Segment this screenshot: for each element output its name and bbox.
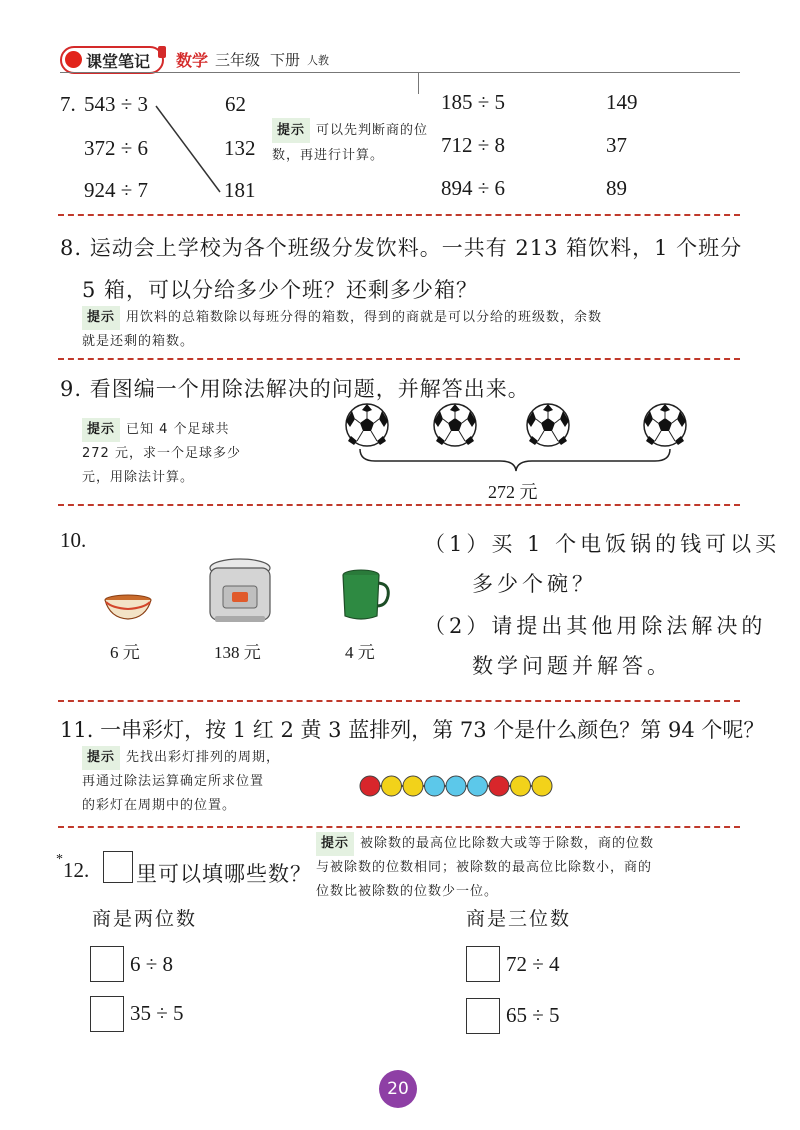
header-subject: 数学 — [176, 51, 209, 70]
q7-left-answer-2: 132 — [224, 136, 256, 160]
q10-price-cooker: 138 元 — [214, 643, 261, 662]
light-bulb — [446, 776, 466, 796]
q11-hint-line-1: 先找出彩灯排列的周期， — [126, 750, 281, 765]
soccer-ball-icon — [527, 404, 569, 446]
q8-hint-label: 提示 — [82, 306, 120, 330]
q7-right-answer-1: 149 — [606, 90, 638, 114]
q10-number: 10. — [60, 528, 87, 552]
header-grade: 三年级 — [215, 51, 261, 69]
q11-hint — [82, 746, 342, 818]
q12-left-item-2: 35 ÷ 5 — [130, 1001, 184, 1025]
divider — [58, 700, 740, 702]
q9-hint-line-2: 272 元，求一个足球多少 — [82, 446, 241, 461]
divider — [58, 214, 740, 216]
q8-line-1: 8. 运动会上学校为各个班级分发饮料。一共有 213 箱饮料，1 个班分 — [60, 236, 743, 260]
q11-hint-line-3: 的彩灯在周期中的位置。 — [82, 798, 237, 813]
q12-blank-box — [103, 851, 133, 883]
q12-hint-line-1: 被除数的最高位比除数大或等于除数，商的位数 — [360, 836, 655, 851]
q11-question: 11. 一串彩灯，按 1 红 2 黄 3 蓝排列，第 73 个是什么颜色？第 94 个呢？ — [60, 718, 765, 742]
q10-sub1-line-1: （1）买 1 个电饭锅的钱可以买 — [424, 532, 781, 556]
header-volume: 下册 — [270, 51, 301, 69]
soccer-ball-icon — [434, 404, 476, 446]
q9-figure — [330, 395, 710, 475]
q8-hint — [82, 306, 742, 330]
q12-answer-box[interactable] — [90, 996, 124, 1032]
q8-hint-line-1: 用饮料的总箱数除以每班分得的箱数，得到的商就是可以分给的班级数，余数 — [126, 310, 603, 325]
q7-left-expr-2: 372 ÷ 6 — [84, 136, 149, 160]
q7-left-answer-1: 62 — [225, 92, 246, 116]
q12-number: 12. — [63, 858, 90, 882]
light-bulb — [511, 776, 531, 796]
light-bulb — [468, 776, 488, 796]
q12-question: 里可以填哪些数？ — [136, 862, 312, 886]
header-rule — [60, 72, 740, 73]
q12-answer-box[interactable] — [90, 946, 124, 982]
soccer-ball-icon — [644, 404, 686, 446]
q7-number: 7. — [60, 92, 76, 116]
q10-sub1-line-2: 多少个碗？ — [472, 572, 597, 596]
q8-hint-line-2: 就是还剩的箱数。 — [82, 334, 195, 349]
q12-answer-box[interactable] — [466, 998, 500, 1034]
light-bulb — [425, 776, 445, 796]
smile-icon — [65, 51, 82, 68]
q10-sub2-line-2: 数学问题并解答。 — [472, 654, 672, 678]
header-vertical-rule — [418, 72, 419, 94]
cup-icon — [338, 568, 392, 622]
light-bulb — [532, 776, 552, 796]
soccer-ball-icon — [346, 404, 388, 446]
light-bulb — [403, 776, 423, 796]
q7-hint — [272, 118, 432, 168]
q9-hint-line-1: 已知 4 个足球共 — [126, 422, 230, 437]
q9-hint — [82, 418, 292, 490]
q7-right-answer-2: 37 — [606, 133, 627, 157]
q8-line-2: 5 箱，可以分给多少个班？还剩多少箱？ — [82, 278, 479, 302]
q12-hint-label: 提示 — [316, 832, 354, 856]
q9-total: 272 元 — [488, 482, 538, 502]
q7-left-expr-1: 543 ÷ 3 — [84, 92, 149, 116]
q9-hint-label: 提示 — [82, 418, 120, 442]
rice-cooker-icon — [205, 556, 275, 626]
divider — [58, 358, 740, 360]
light-bulb — [489, 776, 509, 796]
q11-hint-line-2: 再通过除法运算确定所求位置 — [82, 774, 265, 789]
divider — [58, 826, 740, 828]
page-number: 20 — [387, 1079, 409, 1099]
q12-star: * — [56, 852, 63, 867]
q12-right-item-1: 72 ÷ 4 — [506, 952, 560, 976]
q11-hint-label: 提示 — [82, 746, 120, 770]
q7-right-expr-3: 894 ÷ 6 — [441, 176, 506, 200]
q10-sub2-line-1: （2）请提出其他用除法解决的 — [424, 614, 767, 638]
q12-left-item-1: 6 ÷ 8 — [130, 952, 174, 976]
q12-answer-box[interactable] — [466, 946, 500, 982]
q7-right-expr-1: 185 ÷ 5 — [441, 90, 506, 114]
light-bulb — [360, 776, 380, 796]
q10-price-bowl: 6 元 — [110, 643, 140, 662]
q9-hint-line-3: 元，用除法计算。 — [82, 470, 195, 485]
q7-left-answer-3: 181 — [224, 178, 256, 202]
q7-left-expr-3: 924 ÷ 7 — [84, 178, 149, 202]
q12-hint-line-3: 位数比被除数的位数少一位。 — [316, 884, 499, 899]
q11-light-string — [356, 770, 556, 802]
header-publisher: 人教 — [307, 54, 329, 67]
q12-left-title: 商是两位数 — [92, 908, 198, 930]
divider — [58, 504, 740, 506]
brace — [360, 449, 670, 471]
q9-question: 9. 看图编一个用除法解决的问题，并解答出来。 — [60, 377, 530, 401]
q12-hint — [316, 832, 744, 904]
header-badge — [60, 46, 164, 74]
q7-right-answer-3: 89 — [606, 176, 627, 200]
light-bulb — [382, 776, 402, 796]
q12-right-title: 商是三位数 — [466, 908, 572, 930]
q12-right-item-2: 65 ÷ 5 — [506, 1003, 560, 1027]
q10-price-cup: 4 元 — [345, 643, 375, 662]
bowl-icon — [102, 592, 154, 622]
q7-hint-text: 可以先判断商的位数，再进行计算。 — [272, 123, 429, 163]
page-number-badge — [379, 1070, 417, 1108]
q7-hint-label: 提示 — [272, 118, 310, 143]
header-ribbon-icon — [158, 46, 166, 58]
q7-right-expr-2: 712 ÷ 8 — [441, 133, 506, 157]
q12-hint-line-2: 与被除数的位数相同；被除数的最高位比除数小，商的 — [316, 860, 653, 875]
brand-title: 课堂笔记 — [86, 52, 151, 71]
q7-match-line — [150, 100, 230, 196]
